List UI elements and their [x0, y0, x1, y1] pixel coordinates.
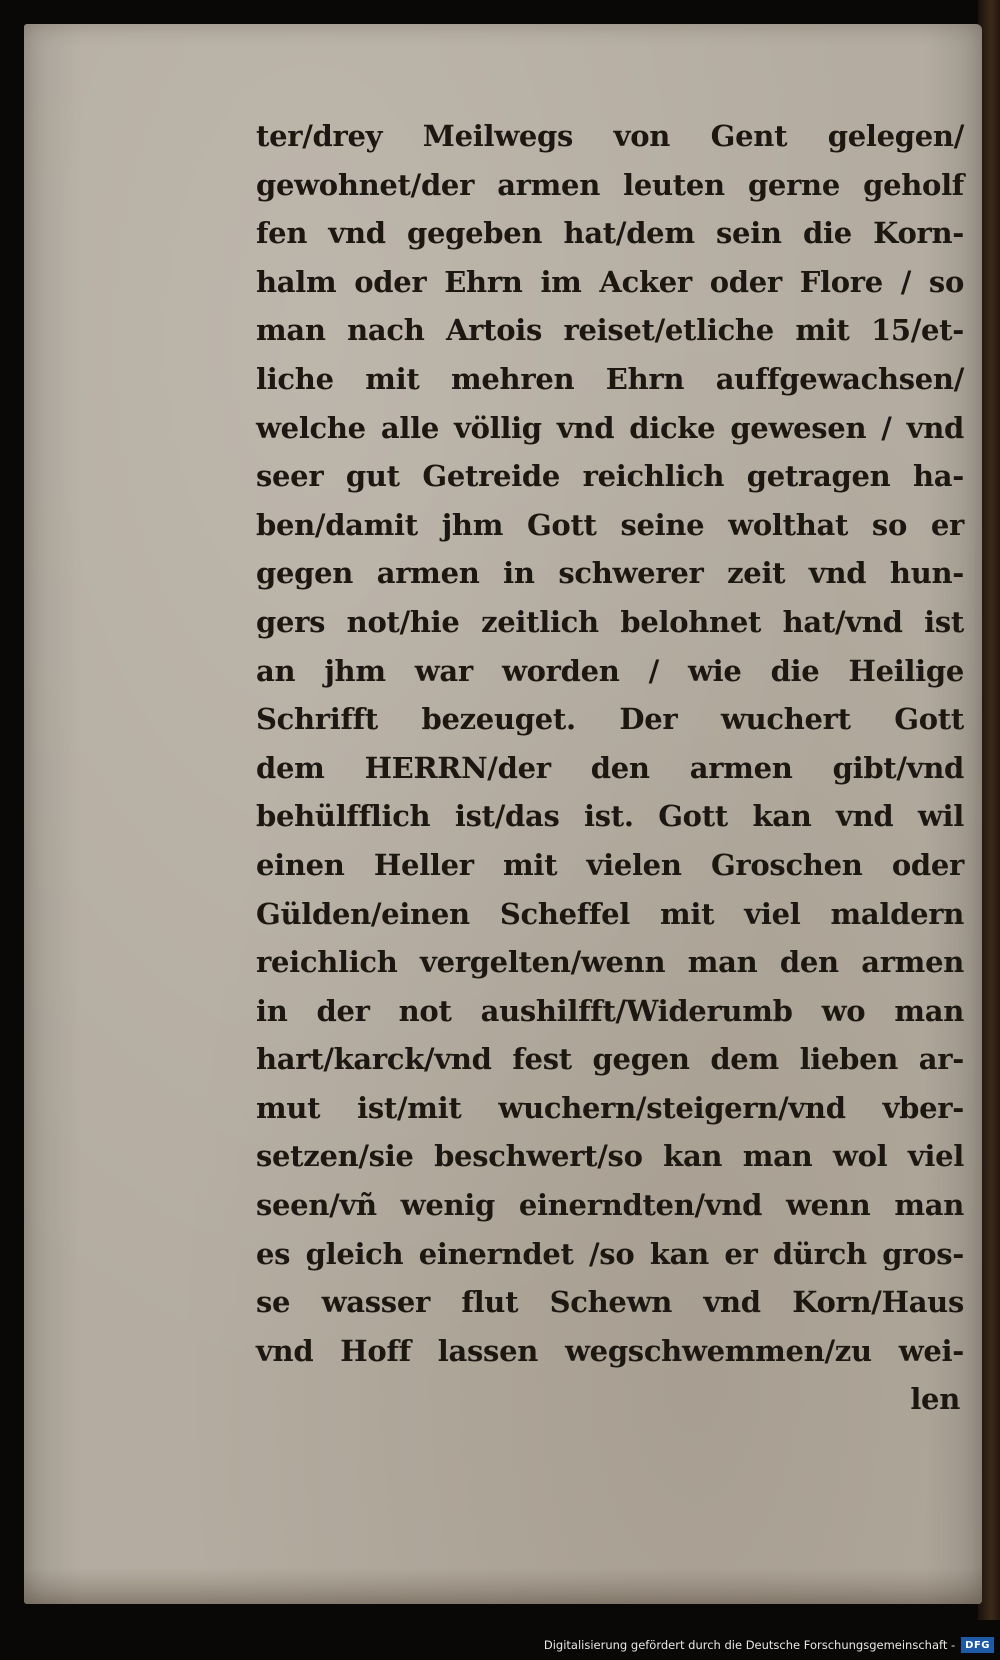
text-line: in der not aushilfft/Widerumb wo man [256, 993, 964, 1028]
text-line: liche mit mehren Ehrn auffgewachsen/ [256, 361, 964, 396]
text-line: mut ist/mit wuchern/steigern/vnd vber- [256, 1090, 964, 1125]
text-line: vnd Hoff lassen wegschwemmen/zu wei- [256, 1333, 964, 1368]
text-line: seer gut Getreide reichlich getragen ha- [256, 459, 964, 494]
text-line: se wasser flut Schewn vnd Korn/Haus [256, 1285, 964, 1320]
text-line: welche alle völlig vnd dicke gewesen / vnd [256, 410, 964, 445]
text-line: reichlich vergelten/wenn man den armen [256, 945, 964, 980]
text-line: halm oder Ehrn im Acker oder Flore / so [256, 264, 964, 299]
text-line: gers not/hie zeitlich belohnet hat/vnd ist [256, 604, 964, 639]
text-line: ben/damit jhm Gott seine wolthat so er [256, 507, 964, 542]
catchword: len [910, 1382, 960, 1417]
text-line: Gülden/einen Scheffel mit viel maldern [256, 896, 964, 931]
text-line: Schrifft bezeuget. Der wuchert Gott [256, 702, 964, 737]
text-line: man nach Artois reiset/etliche mit 15/et- [256, 313, 964, 348]
digitization-footer [544, 1634, 994, 1656]
text-line: es gleich einerndet /so kan er dürch gros- [256, 1236, 964, 1271]
page-bottom-shadow [24, 1568, 982, 1604]
text-line: gegen armen in schwerer zeit vnd hun- [256, 556, 964, 591]
text-line: behülfflich ist/das ist. Gott kan vnd wil [256, 799, 964, 834]
page-text-block [256, 112, 964, 1424]
text-line: fen vnd gegeben hat/dem sein die Korn- [256, 216, 964, 251]
text-line: dem HERRN/der den armen gibt/vnd [256, 750, 964, 785]
text-line: hart/karck/vnd fest gegen dem lieben ar- [256, 1042, 964, 1077]
text-line: an jhm war worden / wie die Heilige [256, 653, 964, 688]
text-line: einen Heller mit vielen Groschen oder [256, 847, 964, 882]
text-line: setzen/sie beschwert/so kan man wol viel [256, 1139, 964, 1174]
funding-credit: Digitalisierung gefördert durch die Deutsche Forschungsgemeinschaft - [543, 1638, 956, 1652]
dfg-logo: DFG [961, 1637, 994, 1653]
text-line: seen/vñ wenig einerndten/vnd wenn man [256, 1188, 964, 1223]
text-line: ter/drey Meilwegs von Gent gelegen/ [256, 119, 964, 153]
text-line: gewohnet/der armen leuten gerne geholf [256, 167, 964, 202]
